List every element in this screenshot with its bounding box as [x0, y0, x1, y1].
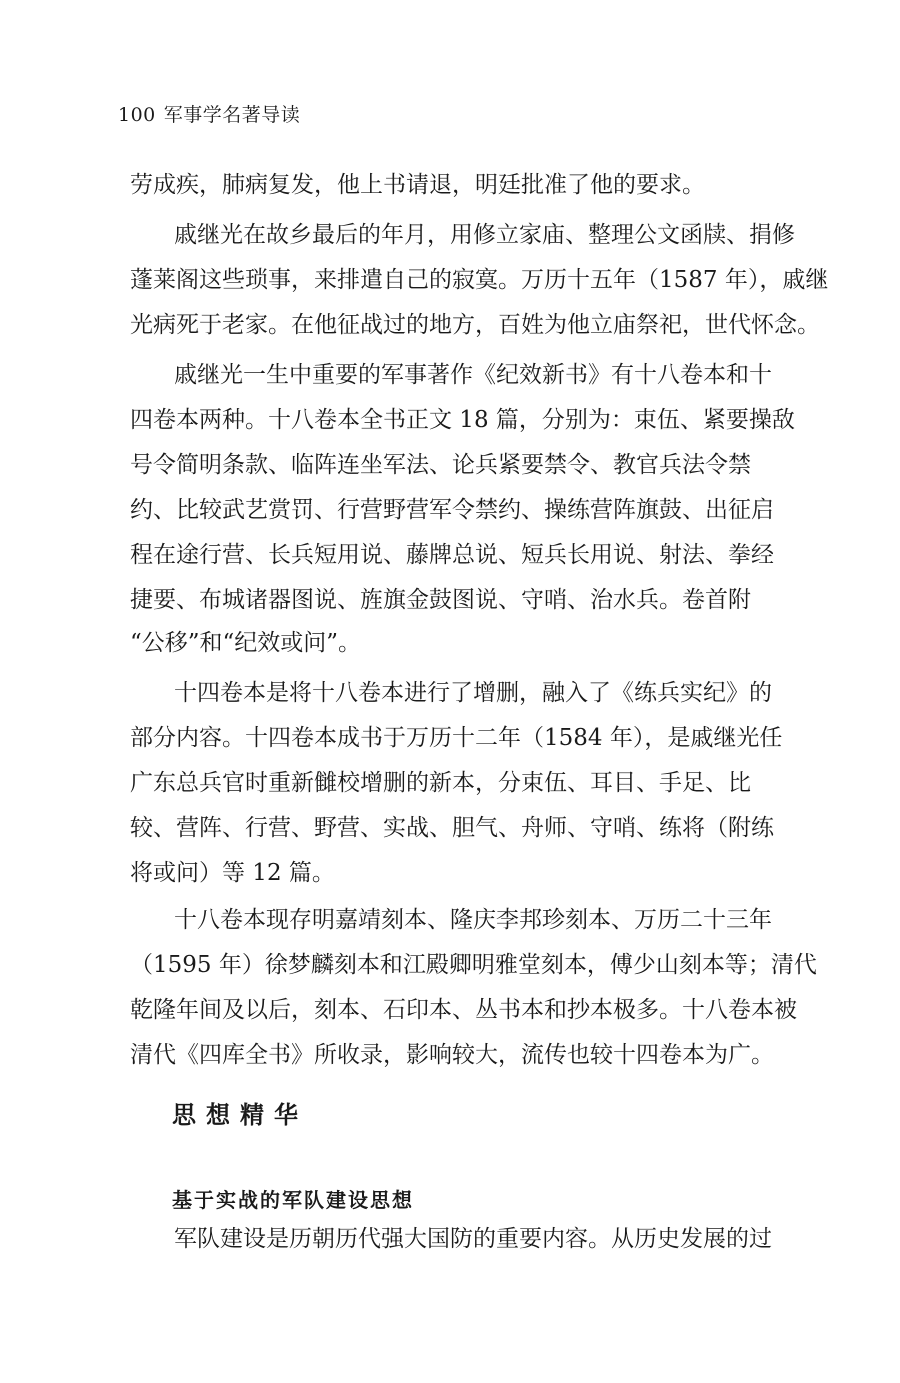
- section-heading: 思想精华: [172, 1101, 308, 1129]
- text-line: 四卷本两种。十八卷本全书正文 18 篇，分别为：束伍、紧要操敌: [130, 407, 795, 433]
- text-line: 清代《四库全书》所收录，影响较大，流传也较十四卷本为广。: [130, 1042, 774, 1068]
- text-line: 十八卷本现存明嘉靖刻本、隆庆李邦珍刻本、万历二十三年: [174, 907, 772, 933]
- text-line: 军队建设是历朝历代强大国防的重要内容。从历史发展的过: [174, 1226, 772, 1252]
- text-line: 程在途行营、长兵短用说、藤牌总说、短兵长用说、射法、拳经: [130, 542, 774, 568]
- text-line: 十四卷本是将十八卷本进行了增删，融入了《练兵实纪》的: [174, 680, 772, 706]
- text-line: 劳成疾，肺病复发，他上书请退，明廷批准了他的要求。: [130, 172, 705, 198]
- page-number: 100: [118, 104, 156, 126]
- text-line: 蓬莱阁这些琐事，来排遣自己的寂寞。万历十五年（1587 年），戚继: [130, 267, 829, 293]
- text-line: “公移”和“纪效或问”。: [130, 630, 362, 656]
- book-title: 军事学名著导读: [163, 104, 301, 126]
- text-line: 较、营阵、行营、野营、实战、胆气、舟师、守哨、练将（附练: [130, 815, 774, 841]
- text-line: 号令简明条款、临阵连坐军法、论兵紧要禁令、教官兵法令禁: [130, 452, 751, 478]
- text-line: 光病死于老家。在他征战过的地方，百姓为他立庙祭祀，世代怀念。: [130, 312, 820, 338]
- text-line: 广东总兵官时重新雠校增删的新本，分束伍、耳目、手足、比: [130, 770, 751, 796]
- text-line: 约、比较武艺赏罚、行营野营军令禁约、操练营阵旗鼓、出征启: [130, 497, 774, 523]
- text-line: （1595 年）徐梦麟刻本和江殿卿明雅堂刻本，傅少山刻本等；清代: [130, 952, 817, 978]
- text-line: 部分内容。十四卷本成书于万历十二年（1584 年），是戚继光任: [130, 725, 783, 751]
- running-header: [118, 100, 300, 127]
- text-line: 乾隆年间及以后，刻本、石印本、丛书本和抄本极多。十八卷本被: [130, 997, 797, 1023]
- text-line: 戚继光一生中重要的军事著作《纪效新书》有十八卷本和十: [174, 362, 772, 388]
- sub-heading: 基于实战的军队建设思想: [172, 1188, 414, 1212]
- text-line: 戚继光在故乡最后的年月，用修立家庙、整理公文函牍、捐修: [174, 222, 795, 248]
- text-line: 捷要、布城诸器图说、旌旗金鼓图说、守哨、治水兵。卷首附: [130, 587, 751, 613]
- text-line: 将或问）等 12 篇。: [130, 860, 335, 886]
